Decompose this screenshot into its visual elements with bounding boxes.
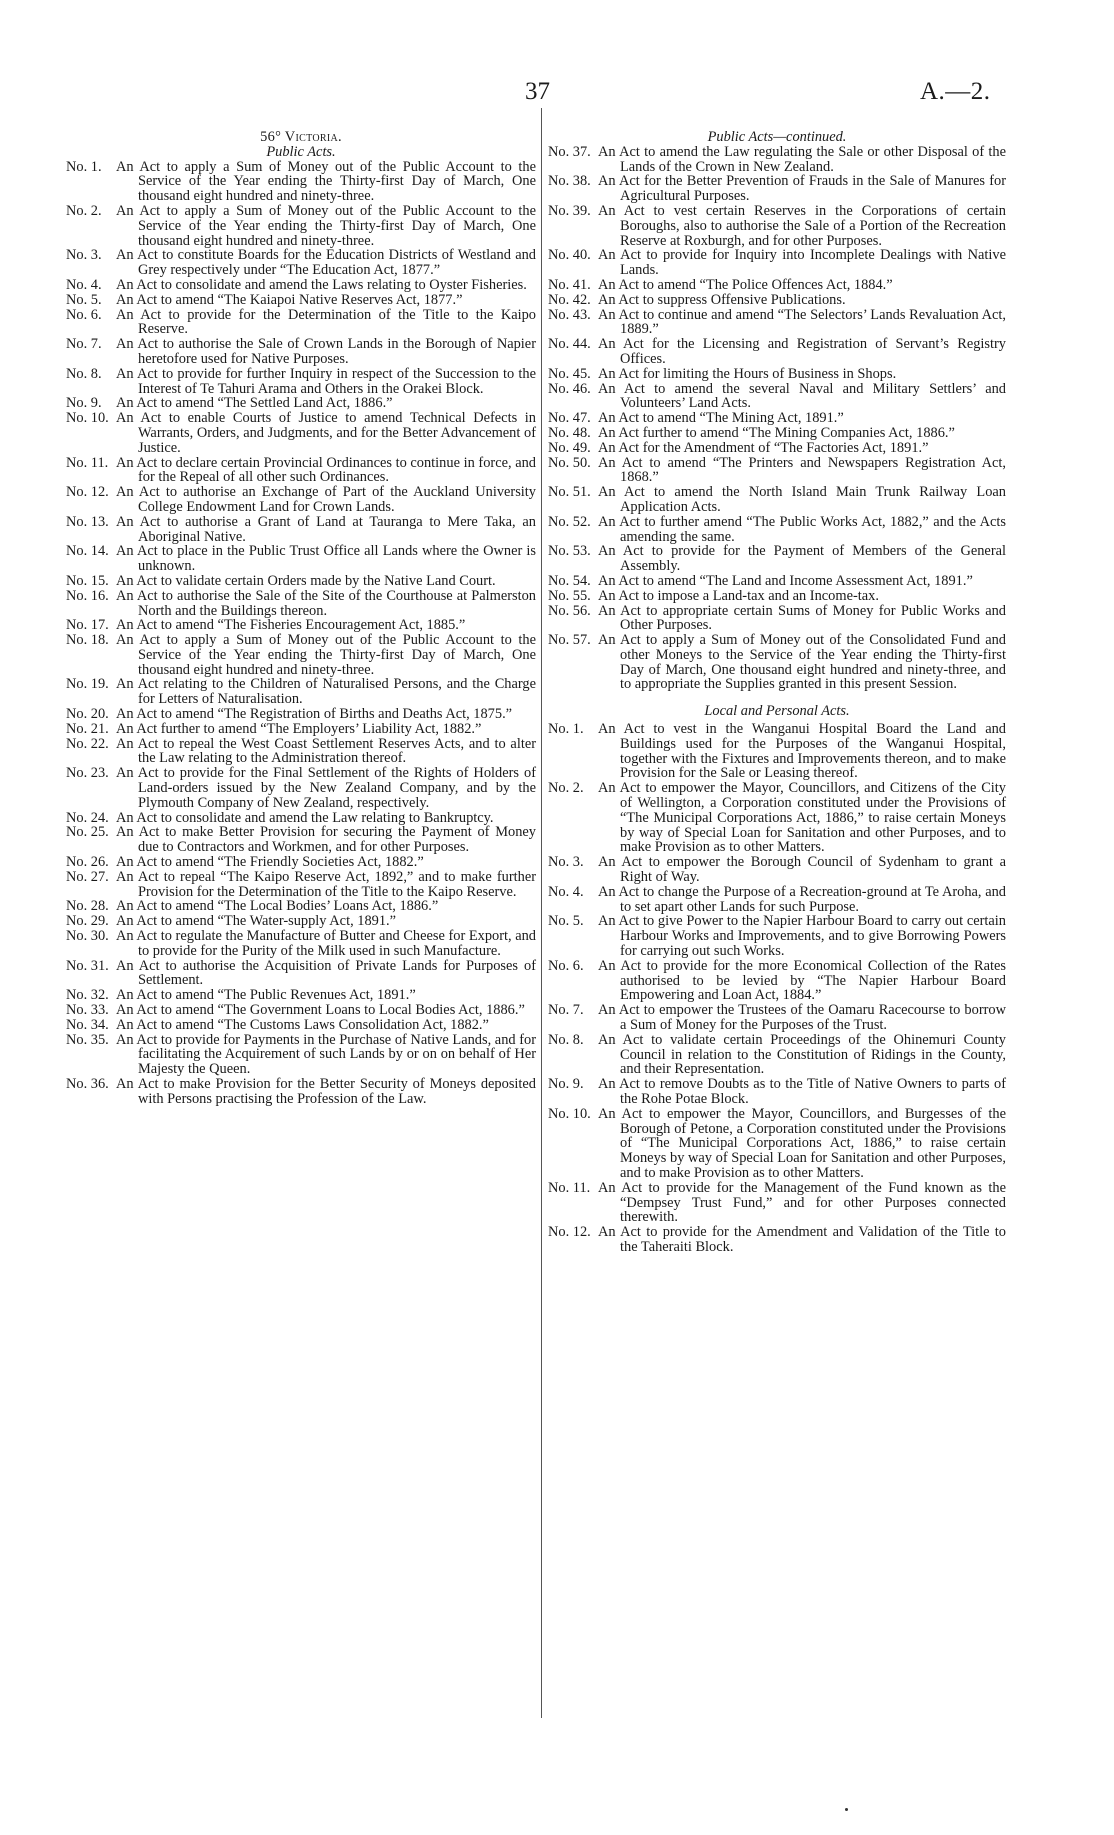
act-number: No. 54.: [548, 572, 591, 589]
act-title: An Act to amend “The Fisheries Encouragement Act, 1885.”: [116, 617, 466, 634]
act-entry: [66, 899, 536, 914]
act-title: An Act to provide for the Payment of Members of the General Assembly.: [598, 543, 1006, 575]
act-number: No. 6.: [66, 306, 102, 323]
act-number: No. 35.: [66, 1031, 109, 1048]
act-number: No. 21.: [66, 720, 109, 737]
act-entry: [66, 677, 536, 707]
act-title: An Act to empower the Borough Council of Sydenham to grant a Right of Way.: [598, 854, 1006, 886]
act-entry: [66, 633, 536, 677]
act-number: No. 47.: [548, 410, 591, 427]
act-entry: [548, 722, 1006, 781]
act-number: No. 30.: [66, 928, 109, 945]
act-entry: [66, 1003, 536, 1018]
act-entry: [66, 544, 536, 574]
act-number: No. 50.: [548, 454, 591, 471]
act-number: No. 9.: [548, 1076, 584, 1093]
act-title: An Act to vest in the Wanganui Hospital Board the Land and Buildings used for the Purposes of the Wanganui Hospital, together with the Fixtures and Improvements thereon, and to make Provision for the Sale or Leasing thereof.: [598, 721, 1006, 782]
act-number: No. 25.: [66, 824, 109, 841]
act-title: An Act to give Power to the Napier Harbour Board to carry out certain Harbour Works and Improvements, and to give Borrowing Powers for carrying out such Works.: [598, 913, 1006, 960]
act-entry: [66, 707, 536, 722]
act-title: An Act for limiting the Hours of Business in Shops.: [598, 365, 897, 382]
act-number: No. 10.: [548, 1105, 591, 1122]
page-number: 37: [525, 78, 550, 105]
local-personal-acts-list: [548, 722, 1006, 1255]
act-entry: [548, 485, 1006, 515]
act-entry: [66, 396, 536, 411]
act-number: No. 24.: [66, 809, 109, 826]
act-number: No. 27.: [66, 868, 109, 885]
act-title: An Act to amend “The Police Offences Act, 1884.”: [598, 276, 893, 293]
act-title: An Act to apply a Sum of Money out of the Public Account to the Service of the Year ending the Thirty-first Day of March, One thousand eight hundred and ninety-three.: [116, 632, 536, 678]
act-entry: [66, 411, 536, 455]
act-entry: [548, 456, 1006, 486]
act-title: An Act to amend “The Government Loans to Local Bodies Act, 1886.”: [116, 1002, 525, 1019]
act-title: An Act to apply a Sum of Money out of the Consolidated Fund and other Moneys to the Service of the Year ending the Thirty-first Day of March, One thousand eight hundred and ninety-three, and to appropriate the Supplies granted in this present Session.: [598, 632, 1006, 693]
act-title: An Act to provide for Inquiry into Incomplete Dealings with Native Lands.: [598, 247, 1006, 279]
act-title: An Act to remove Doubts as to the Title of Native Owners to parts of the Rohe Potae Block.: [598, 1076, 1006, 1107]
act-title: An Act to amend “The Public Revenues Act, 1891.”: [116, 987, 416, 1004]
act-entry: [66, 456, 536, 486]
act-title: An Act to amend “The Mining Act, 1891.”: [598, 410, 844, 427]
act-entry: [66, 515, 536, 545]
act-entry: [548, 1225, 1006, 1255]
act-title: An Act to amend the Law regulating the Sale or other Disposal of the Lands of the Crown in New Zealand.: [598, 143, 1006, 175]
act-number: No. 36.: [66, 1076, 109, 1092]
act-entry: [66, 870, 536, 900]
print-smudge: [845, 1808, 848, 1811]
act-entry: [548, 382, 1006, 412]
act-number: No. 43.: [548, 306, 591, 323]
act-title: An Act to make Provision for the Better Security of Moneys deposited with Persons practising the Profession of the Law.: [116, 1076, 536, 1107]
act-entry: [548, 1107, 1006, 1181]
act-title: An Act to provide for the Final Settlement of the Rights of Holders of Land-orders issued by the New Zealand Company, and by the Plymouth Company of New Zealand, respectively.: [116, 765, 536, 811]
act-number: No. 4.: [548, 883, 584, 900]
act-title: An Act to place in the Public Trust Office all Lands where the Owner is unknown.: [116, 543, 536, 575]
act-entry: [548, 367, 1006, 382]
act-number: No. 46.: [548, 380, 591, 397]
act-title: An Act to repeal the West Coast Settlement Reserves Acts, and to alter the Law relating to the Administration thereof.: [116, 735, 536, 767]
act-number: No. 1.: [66, 158, 102, 175]
act-number: No. 12.: [66, 484, 109, 501]
act-number: No. 11.: [548, 1179, 591, 1196]
act-entry: [548, 308, 1006, 338]
act-title: An Act to provide for the Amendment and Validation of the Title to the Taheraiti Block.: [598, 1224, 1006, 1255]
act-number: No. 38.: [548, 173, 591, 190]
act-entry: [548, 145, 1006, 175]
left-column: [66, 130, 536, 1107]
act-number: No. 22.: [66, 735, 109, 752]
act-number: No. 7.: [66, 336, 102, 353]
act-entry: [66, 722, 536, 737]
act-title: An Act to authorise an Exchange of Part of the Auckland University College Endowment Land for Crown Lands.: [116, 484, 536, 515]
act-entry: [548, 411, 1006, 426]
act-number: No. 40.: [548, 247, 591, 264]
act-title: An Act further to amend “The Employers’ Liability Act, 1882.”: [116, 720, 482, 737]
act-title: An Act to constitute Boards for the Education Districts of Westland and Grey respectively under “The Education Act, 1877.”: [116, 247, 536, 279]
act-title: An Act to amend “The Customs Laws Consolidation Act, 1882.”: [116, 1016, 489, 1033]
act-entry: [66, 766, 536, 810]
act-entry: [548, 1033, 1006, 1077]
act-number: No. 5.: [66, 291, 102, 308]
act-number: No. 34.: [66, 1016, 109, 1033]
act-entry: [66, 811, 536, 826]
act-entry: [548, 914, 1006, 958]
act-entry: [548, 515, 1006, 545]
act-entry: [548, 441, 1006, 456]
act-title: An Act for the Better Prevention of Frauds in the Sale of Manures for Agricultural Purposes.: [598, 173, 1006, 205]
act-entry: [66, 337, 536, 367]
act-entry: [66, 367, 536, 397]
act-number: No. 3.: [548, 854, 584, 871]
act-number: No. 37.: [548, 143, 591, 160]
act-title: An Act to change the Purpose of a Recreation-ground at Te Aroha, and to set apart other Lands for such Purpose.: [598, 883, 1006, 915]
act-entry: [548, 544, 1006, 574]
act-title: An Act to suppress Offensive Publications.: [598, 291, 846, 308]
act-number: No. 19.: [66, 676, 109, 693]
column-rule: [541, 108, 542, 1718]
act-number: No. 51.: [548, 484, 591, 501]
act-title: An Act to empower the Trustees of the Oamaru Racecourse to borrow a Sum of Money for the Purposes of the Trust.: [598, 1002, 1006, 1034]
act-number: No. 48.: [548, 424, 591, 441]
act-title: An Act to provide for the Management of the Fund known as the “Dempsey Trust Fund,” and for other Purposes connected therewith.: [598, 1179, 1006, 1226]
act-entry: [66, 618, 536, 633]
act-entry: [548, 885, 1006, 915]
act-entry: [548, 1003, 1006, 1033]
act-entry: [66, 1077, 536, 1107]
act-number: No. 41.: [548, 276, 591, 293]
act-title: An Act to amend “The Printers and Newspapers Registration Act, 1868.”: [598, 454, 1006, 486]
act-number: No. 52.: [548, 513, 591, 530]
act-number: No. 17.: [66, 617, 109, 634]
local-acts-heading: Local and Personal Acts.: [704, 703, 850, 720]
act-title: An Act to validate certain Proceedings of the Ohinemuri County Council in relation to the Constitution of Ridings in the County, and their Representation.: [598, 1031, 1006, 1078]
act-number: No. 56.: [548, 602, 591, 619]
act-entry: [548, 337, 1006, 367]
act-title: An Act to further amend “The Public Works Act, 1882,” and the Acts amending the same.: [598, 513, 1006, 545]
act-number: No. 10.: [66, 410, 109, 427]
act-entry: [66, 1018, 536, 1033]
act-entry: [548, 781, 1006, 855]
act-entry: [66, 589, 536, 619]
act-entry: [66, 737, 536, 767]
public-acts-continued-heading: Public Acts—continued.: [707, 129, 847, 145]
act-number: No. 53.: [548, 543, 591, 560]
act-number: No. 8.: [66, 365, 102, 382]
right-column: [548, 130, 1006, 1255]
act-number: No. 5.: [548, 913, 584, 930]
act-number: No. 45.: [548, 365, 591, 382]
act-number: No. 23.: [66, 765, 109, 782]
act-number: No. 1.: [548, 721, 584, 738]
act-title: An Act to provide for the more Economical Collection of the Rates authorised to be levied by “The Napier Harbour Board Empowering and Loan Act, 1884.”: [598, 957, 1006, 1004]
act-number: No. 31.: [66, 957, 109, 974]
act-entry: [548, 426, 1006, 441]
act-title: An Act to impose a Land-tax and an Income-tax.: [598, 587, 879, 604]
act-number: No. 6.: [548, 957, 584, 974]
act-title: An Act to provide for the Determination of the Title to the Kaipo Reserve.: [116, 306, 536, 338]
act-number: No. 55.: [548, 587, 591, 604]
act-entry: [548, 633, 1006, 692]
act-entry: [548, 278, 1006, 293]
act-number: No. 44.: [548, 336, 591, 353]
act-number: No. 28.: [66, 898, 109, 915]
act-entry: [66, 248, 536, 278]
act-title: An Act to repeal “The Kaipo Reserve Act, 1892,” and to make further Provision for the Determination of the Title to the Kaipo Reserve.: [116, 868, 536, 900]
act-entry: [548, 293, 1006, 308]
act-entry: [548, 589, 1006, 604]
act-number: No. 7.: [548, 1002, 584, 1019]
act-title: An Act to amend “The Friendly Societies Act, 1882.”: [116, 854, 424, 871]
act-title: An Act for the Licensing and Registration of Servant’s Registry Offices.: [598, 336, 1006, 367]
act-title: An Act to amend “The Land and Income Assessment Act, 1891.”: [598, 572, 973, 589]
act-entry: [66, 293, 536, 308]
act-entry: [66, 825, 536, 855]
session-title: 56° Victoria.: [260, 129, 342, 145]
act-entry: [548, 1181, 1006, 1225]
act-entry: [66, 855, 536, 870]
act-entry: [66, 1033, 536, 1077]
act-number: No. 3.: [66, 247, 102, 264]
act-title: An Act to authorise the Sale of the Site of the Courthouse at Palmerston North and the Buildings thereon.: [116, 587, 536, 619]
act-title: An Act to amend “The Settled Land Act, 1886.”: [116, 395, 393, 412]
public-acts-continued-list: [548, 145, 1006, 692]
act-number: No. 32.: [66, 987, 109, 1004]
act-number: No. 49.: [548, 439, 591, 456]
act-title: An Act to amend the North Island Main Trunk Railway Loan Application Acts.: [598, 484, 1006, 515]
act-entry: [66, 485, 536, 515]
act-entry: [66, 278, 536, 293]
act-number: No. 4.: [66, 276, 102, 293]
act-number: No. 57.: [548, 632, 591, 649]
act-entry: [66, 204, 536, 248]
act-title: An Act to consolidate and amend the Laws relating to Oyster Fisheries.: [116, 276, 527, 293]
act-title: An Act for the Amendment of “The Factories Act, 1891.”: [598, 439, 929, 456]
act-title: An Act to regulate the Manufacture of Butter and Cheese for Export, and to provide for the Purity of the Milk used in such Manufacture.: [116, 928, 536, 959]
act-number: No. 16.: [66, 587, 109, 604]
act-title: An Act to make Better Provision for securing the Payment of Money due to Contractors and Workmen, and for other Purposes.: [116, 824, 536, 856]
act-entry: [66, 160, 536, 204]
act-title: An Act to authorise the Acquisition of Private Lands for Purposes of Settlement.: [116, 957, 536, 989]
act-title: An Act to apply a Sum of Money out of the Public Account to the Service of the Year ending the Thirty-first Day of March, One thousand eight hundred and ninety-three.: [116, 158, 536, 205]
act-number: No. 29.: [66, 913, 109, 930]
act-title: An Act further to amend “The Mining Companies Act, 1886.”: [598, 424, 955, 441]
document-reference: A.—2.: [920, 78, 991, 105]
act-title: An Act to vest certain Reserves in the Corporations of certain Boroughs, also to authorise the Sale of a Portion of the Recreation Reserve at Roxburgh, and for other Purposes.: [598, 202, 1006, 249]
act-entry: [548, 1077, 1006, 1107]
act-entry: [66, 959, 536, 989]
act-title: An Act to amend the several Naval and Military Settlers’ and Volunteers’ Land Acts.: [598, 380, 1006, 412]
act-title: An Act to validate certain Orders made by the Native Land Court.: [116, 572, 496, 589]
act-number: No. 9.: [66, 395, 102, 412]
act-entry: [66, 988, 536, 1003]
act-title: An Act relating to the Children of Naturalised Persons, and the Charge for Letters of Naturalisation.: [116, 676, 536, 708]
act-number: No. 12.: [548, 1224, 591, 1241]
act-entry: [548, 604, 1006, 634]
act-entry: [548, 248, 1006, 278]
act-number: No. 26.: [66, 854, 109, 871]
act-entry: [548, 574, 1006, 589]
act-entry: [66, 574, 536, 589]
act-number: No. 13.: [66, 513, 109, 530]
act-title: An Act to empower the Mayor, Councillors, and Burgesses of the Borough of Petone, a Corporation constituted under the Provisions of “The Municipal Corporations Act, 1886,” to raise certain Moneys by way of Special Loan for Sanitation and other Purposes, and to make Provision as to other Matters.: [598, 1105, 1006, 1181]
act-number: No. 2.: [548, 780, 584, 797]
act-entry: [548, 959, 1006, 1003]
act-number: No. 42.: [548, 291, 591, 308]
act-number: No. 11.: [66, 454, 109, 471]
act-entry: [548, 855, 1006, 885]
act-title: An Act to appropriate certain Sums of Money for Public Works and Other Purposes.: [598, 602, 1006, 634]
act-number: No. 15.: [66, 572, 109, 589]
act-entry: [66, 929, 536, 959]
act-title: An Act to authorise the Sale of Crown Lands in the Borough of Napier heretofore used for Native Purposes.: [116, 336, 536, 367]
act-title: An Act to authorise a Grant of Land at Tauranga to Mere Taka, an Aboriginal Native.: [116, 513, 536, 545]
act-title: An Act to amend “The Kaiapoi Native Reserves Act, 1877.”: [116, 291, 463, 308]
public-acts-list: [66, 160, 536, 1107]
act-title: An Act to continue and amend “The Selectors’ Lands Revaluation Act, 1889.”: [598, 306, 1006, 338]
act-title: An Act to declare certain Provincial Ordinances to continue in force, and for the Repeal of all other such Ordinances.: [116, 454, 536, 486]
act-title: An Act to amend “The Registration of Births and Deaths Act, 1875.”: [116, 706, 513, 723]
act-entry: [548, 204, 1006, 248]
act-title: An Act to enable Courts of Justice to amend Technical Defects in Warrants, Orders, and Judgments, and for the Better Advancement of Justice.: [116, 410, 536, 456]
act-number: No. 39.: [548, 202, 591, 219]
act-title: An Act to amend “The Local Bodies’ Loans Act, 1886.”: [116, 898, 439, 915]
act-title: An Act to apply a Sum of Money out of the Public Account to the Service of the Year ending the Thirty-first Day of March, One thousand eight hundred and ninety-three.: [116, 202, 536, 249]
act-title: An Act to provide for Payments in the Purchase of Native Lands, and for facilitating the Acquirement of such Lands by or on on behalf of Her Majesty the Queen.: [116, 1031, 536, 1078]
act-number: No. 18.: [66, 632, 109, 649]
act-number: No. 33.: [66, 1002, 109, 1019]
act-entry: [66, 308, 536, 338]
act-number: No. 14.: [66, 543, 109, 560]
act-title: An Act to amend “The Water-supply Act, 1891.”: [116, 913, 397, 930]
act-number: No. 8.: [548, 1031, 584, 1048]
act-entry: [548, 174, 1006, 204]
act-entry: [66, 914, 536, 929]
act-number: No. 20.: [66, 706, 109, 723]
act-title: An Act to consolidate and amend the Law relating to Bankruptcy.: [116, 809, 494, 826]
act-title: An Act to provide for further Inquiry in respect of the Succession to the Interest of Te Tahuri Arama and Others in the Orakei Block.: [116, 365, 536, 397]
act-title: An Act to empower the Mayor, Councillors, and Citizens of the City of Wellington, a Corporation constituted under the Provisions of “The Municipal Corporations Act, 1886,” to raise certain Moneys by way of Special Loan for Sanitation and other Purposes, and to make Provision as to other Matters.: [598, 780, 1006, 856]
public-acts-heading: Public Acts.: [266, 143, 336, 160]
act-number: No. 2.: [66, 202, 102, 219]
